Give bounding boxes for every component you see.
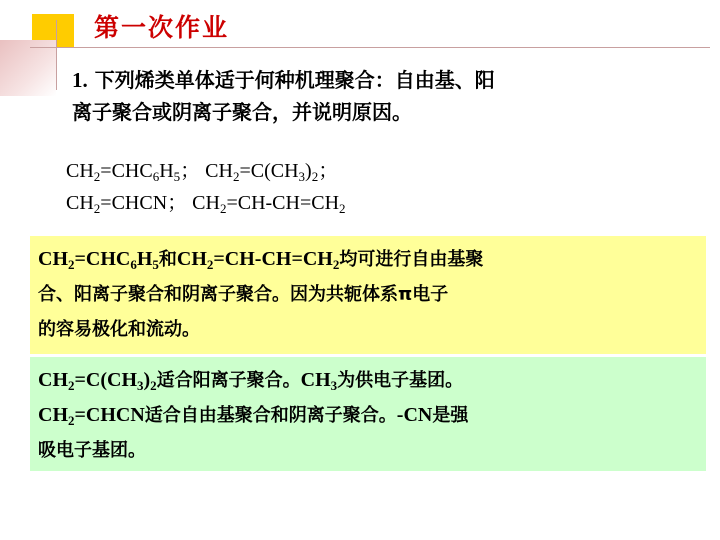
answer-2-line-3: 吸电子基团。 xyxy=(38,440,146,461)
answer-box-2 xyxy=(30,357,706,471)
decor-red-square xyxy=(0,40,56,96)
monomer-line-2 xyxy=(66,187,346,219)
answer-1-text xyxy=(30,236,706,347)
monomer-butadiene: $CH_2=CH-CH=CH_2$ xyxy=(192,192,346,216)
answer-2-text xyxy=(30,357,706,468)
monomer-isobutylene: $CH_2=C(CH_3)_2$； xyxy=(205,160,339,184)
question-text xyxy=(72,64,692,128)
answer-box-1 xyxy=(30,236,706,354)
answer-1-line-3: 的容易极化和流动。 xyxy=(38,319,200,340)
question-number: 1. xyxy=(72,68,88,92)
question-line-1 xyxy=(72,64,692,96)
answer-1-line-2: 合、阳离子聚合和阴离子聚合。因为共轭体系π电子 xyxy=(38,284,449,305)
decor-horizontal-line xyxy=(30,47,710,48)
decor-vertical-line xyxy=(56,20,57,90)
question-line-1-text: 下列烯类单体适于何种机理聚合：自由基、阳 xyxy=(94,68,495,92)
answer-2-line-1: $CH_2=C(CH_3)_2$适合阳离子聚合。$CH_3$为供电子基团。 xyxy=(38,369,464,393)
monomer-line-1 xyxy=(66,155,346,187)
answer-1-line-1: $CH_2=CHC_6H_5$和$CH_2=CH-CH=CH_2$均可进行自由基聚 xyxy=(38,248,484,272)
monomer-styrene: $CH_2=CHC_6H_5$； xyxy=(66,160,201,184)
answer-2-line-2: $CH_2=CHCN$适合自由基聚合和阴离子聚合。-CN是强 xyxy=(38,404,469,428)
monomer-acrylonitrile: $CH_2=CHCN$； xyxy=(66,192,188,216)
monomer-list xyxy=(66,155,346,219)
page-title: 第一次作业 xyxy=(94,13,230,42)
question-line-2: 离子聚合或阴离子聚合，并说明原因。 xyxy=(72,100,412,124)
